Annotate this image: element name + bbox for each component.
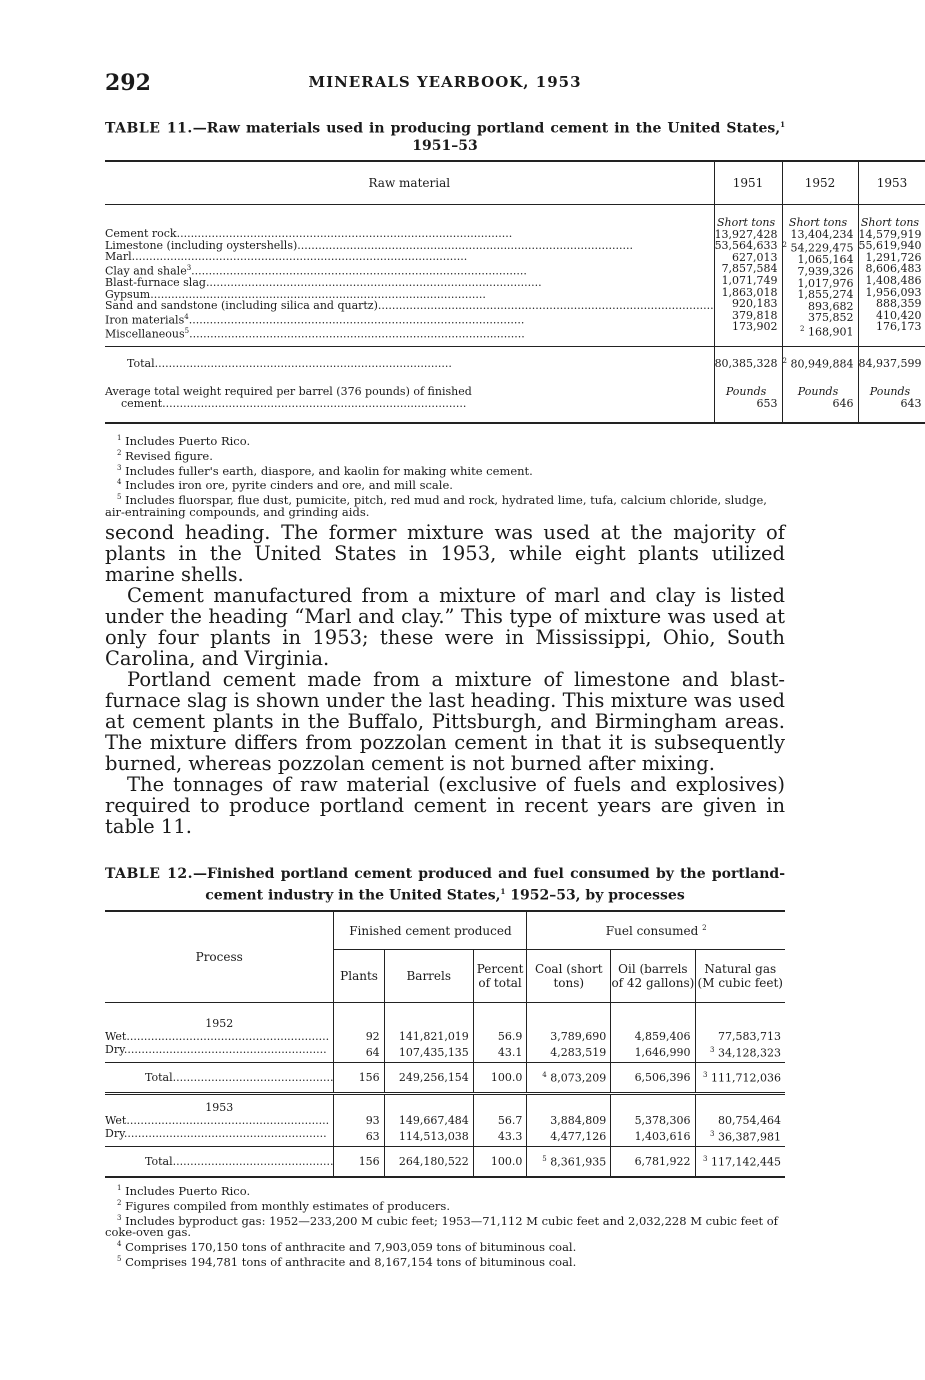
table12-header-row-1 bbox=[105, 911, 785, 950]
table11-col-year: 1952 bbox=[782, 161, 858, 205]
table11-col-1951: Short tons 13,927,428 53,564,633 627,013 7,857,584 1,071,749 1,863,018 920,183 379,818 173,902 bbox=[714, 205, 782, 347]
table12-group-finished: Finished cement produced bbox=[334, 911, 527, 950]
table12-footnotes bbox=[105, 1182, 785, 1268]
table-row-label: Cement rock................................................................................................ bbox=[105, 227, 513, 240]
table11-labels bbox=[105, 205, 714, 347]
table-row: Dry.......................................................... 63 114,513,038 43.3 4,477,126 1,403,616 $^3$ 36,387,981 bbox=[105, 1127, 785, 1147]
paragraph: Cement manufactured from a mixture of marl and clay is listed under the heading “Marl and clay.” This type of mixture was used at only four plants in 1953; these were in Mississippi, Ohio, South Carolina, and Virginia. bbox=[105, 584, 785, 670]
page-number: 292 bbox=[105, 70, 151, 96]
footnote: $^2$ Figures compiled from monthly estimates of producers. bbox=[117, 1198, 450, 1213]
table11-body bbox=[105, 205, 925, 347]
table12-col-plants: Plants bbox=[334, 950, 384, 1003]
table11-col-1952: Short tons 13,404,234 $^2$ 54,229,475 1,065,164 7,939,326 1,017,976 1,855,274 893,682 375,852 $^2$ 168,901 bbox=[782, 205, 858, 347]
table-row-label: Miscellaneous$^5$................................................................................................ bbox=[105, 327, 525, 341]
table12-col-barrels: Barrels bbox=[384, 950, 473, 1003]
table-row: Wet.......................................................... 92 141,821,019 56.9 3,789,690 4,859,406 77,583,713 bbox=[105, 1030, 785, 1043]
table-row: Dry.......................................................... 64 107,435,135 43.1 4,283,519 1,646,990 $^3$ 34,128,323 bbox=[105, 1043, 785, 1063]
table-row-label: Sand and sandstone (including silica and quartz)................................................................................................ bbox=[105, 299, 714, 313]
table12-col-oil: Oil (barrels of 42 gallons) bbox=[611, 950, 695, 1003]
paragraph: Portland cement made from a mixture of limestone and blast-furnace slag is shown under the last heading. This mixture was used at cement plants in the Buffalo, Pittsburgh, and Birmingham areas. The mixture differs from pozzolan cement in that it is subsequently burned, whereas pozzolan cement is not burned after mixing. bbox=[105, 668, 785, 775]
footnote: $^5$ Comprises 194,781 tons of anthracite and 8,167,154 tons of bituminous coal. bbox=[117, 1255, 577, 1270]
footnote: $^3$ Includes byproduct gas: 1952—233,200 M cubic feet; 1953—71,112 M cubic feet and 2,032,228 M cubic feet of coke-oven gas. bbox=[105, 1213, 778, 1240]
table12-year-row: 1953 bbox=[105, 1094, 785, 1115]
table-row-label: Clay and shale$^3$................................................................................................ bbox=[105, 263, 527, 278]
table12-total-row: Total.............................................. 156 264,180,522 100.0 $^5$ 8,361,935 6,781,922 $^3$ 117,142,445 bbox=[105, 1147, 785, 1178]
footnote: $^1$ Includes Puerto Rico. bbox=[117, 433, 251, 448]
table11-col-year: 1951 bbox=[714, 161, 782, 205]
table12-col-gas: Natural gas (M cubic feet) bbox=[695, 950, 785, 1003]
table11-col-year: 1953 bbox=[858, 161, 925, 205]
table11-col-raw-material: Raw material bbox=[105, 161, 714, 205]
footnote: $^2$ Revised figure. bbox=[117, 448, 213, 463]
table-row: Wet.......................................................... 93 149,667,484 56.7 3,884,809 5,378,306 80,754,464 bbox=[105, 1114, 785, 1127]
table12-year-row: 1952 bbox=[105, 1003, 785, 1031]
footnote: $^4$ Comprises 170,150 tons of anthracite and 7,903,059 tons of bituminous coal. bbox=[117, 1240, 577, 1255]
table11 bbox=[105, 160, 925, 424]
table12-group-fuel: Fuel consumed $^2$ bbox=[527, 911, 785, 950]
table-row-label: Blast-furnace slag................................................................................................ bbox=[105, 276, 542, 290]
table11-col-1953: Short tons 14,579,919 55,619,940 1,291,726 8,606,483 1,408,486 1,956,093 888,359 410,420 176,173 bbox=[858, 205, 925, 347]
table12 bbox=[105, 910, 785, 1178]
table11-footnotes bbox=[105, 432, 785, 518]
footnote: $^3$ Includes fuller's earth, diaspore, and kaolin for making white cement. bbox=[117, 463, 533, 478]
body-text bbox=[105, 522, 785, 837]
page-header bbox=[105, 70, 785, 94]
table-row-label: Gypsum................................................................................................ bbox=[105, 287, 486, 301]
table11-caption: TABLE 11.—Raw materials used in producing portland cement in the United States,$^1$ 1951–53 bbox=[105, 120, 786, 154]
footnote: $^4$ Includes iron ore, pyrite cinders and ore, and mill scale. bbox=[117, 478, 453, 493]
table11-average-row: Average total weight required per barrel (376 pounds) of finished cement....................................................................................... Pounds 653 Pounds 646 Pounds 643 bbox=[105, 380, 925, 422]
table11-total-row: Total..................................................................................... 80,385,328 $^2$ 80,949,884 84,937,599 bbox=[105, 347, 925, 381]
table-row-label: Limestone (including oystershells)................................................................................................ bbox=[105, 238, 633, 252]
table-row-label: Marl................................................................................................ bbox=[105, 250, 468, 264]
table12-col-percent: Percent of total bbox=[473, 950, 527, 1003]
table-row-label: Iron materials$^4$................................................................................................ bbox=[105, 312, 525, 327]
footnote: $^5$ Includes fluorspar, flue dust, pumicite, pitch, red mud and rock, hydrated lime, tufa, calcium chloride, sludge, air-entraining compounds, and grinding aids. bbox=[105, 493, 767, 520]
footnote: $^1$ Includes Puerto Rico. bbox=[117, 1183, 251, 1198]
table11-header-row bbox=[105, 161, 925, 205]
table12-total-row: Total.............................................. 156 249,256,154 100.0 $^4$ 8,073,209 6,506,396 $^3$ 111,712,036 bbox=[105, 1063, 785, 1094]
paragraph: The tonnages of raw material (exclusive of fuels and explosives) required to produce portland cement in recent years are given in table 11. bbox=[105, 773, 785, 838]
table12-caption: TABLE 12.—Finished portland cement produced and fuel consumed by the portland-cement industry in the United States,$^1$ 1952–53, by processes bbox=[105, 866, 786, 904]
paragraph: second heading. The former mixture was used at the majority of plants in the United States in 1953, while eight plants utilized marine shells. bbox=[105, 521, 785, 586]
running-title: MINERALS YEARBOOK, 1953 bbox=[308, 73, 582, 91]
table12-col-coal: Coal (short tons) bbox=[527, 950, 611, 1003]
table12-col-process: Process bbox=[105, 911, 334, 1003]
